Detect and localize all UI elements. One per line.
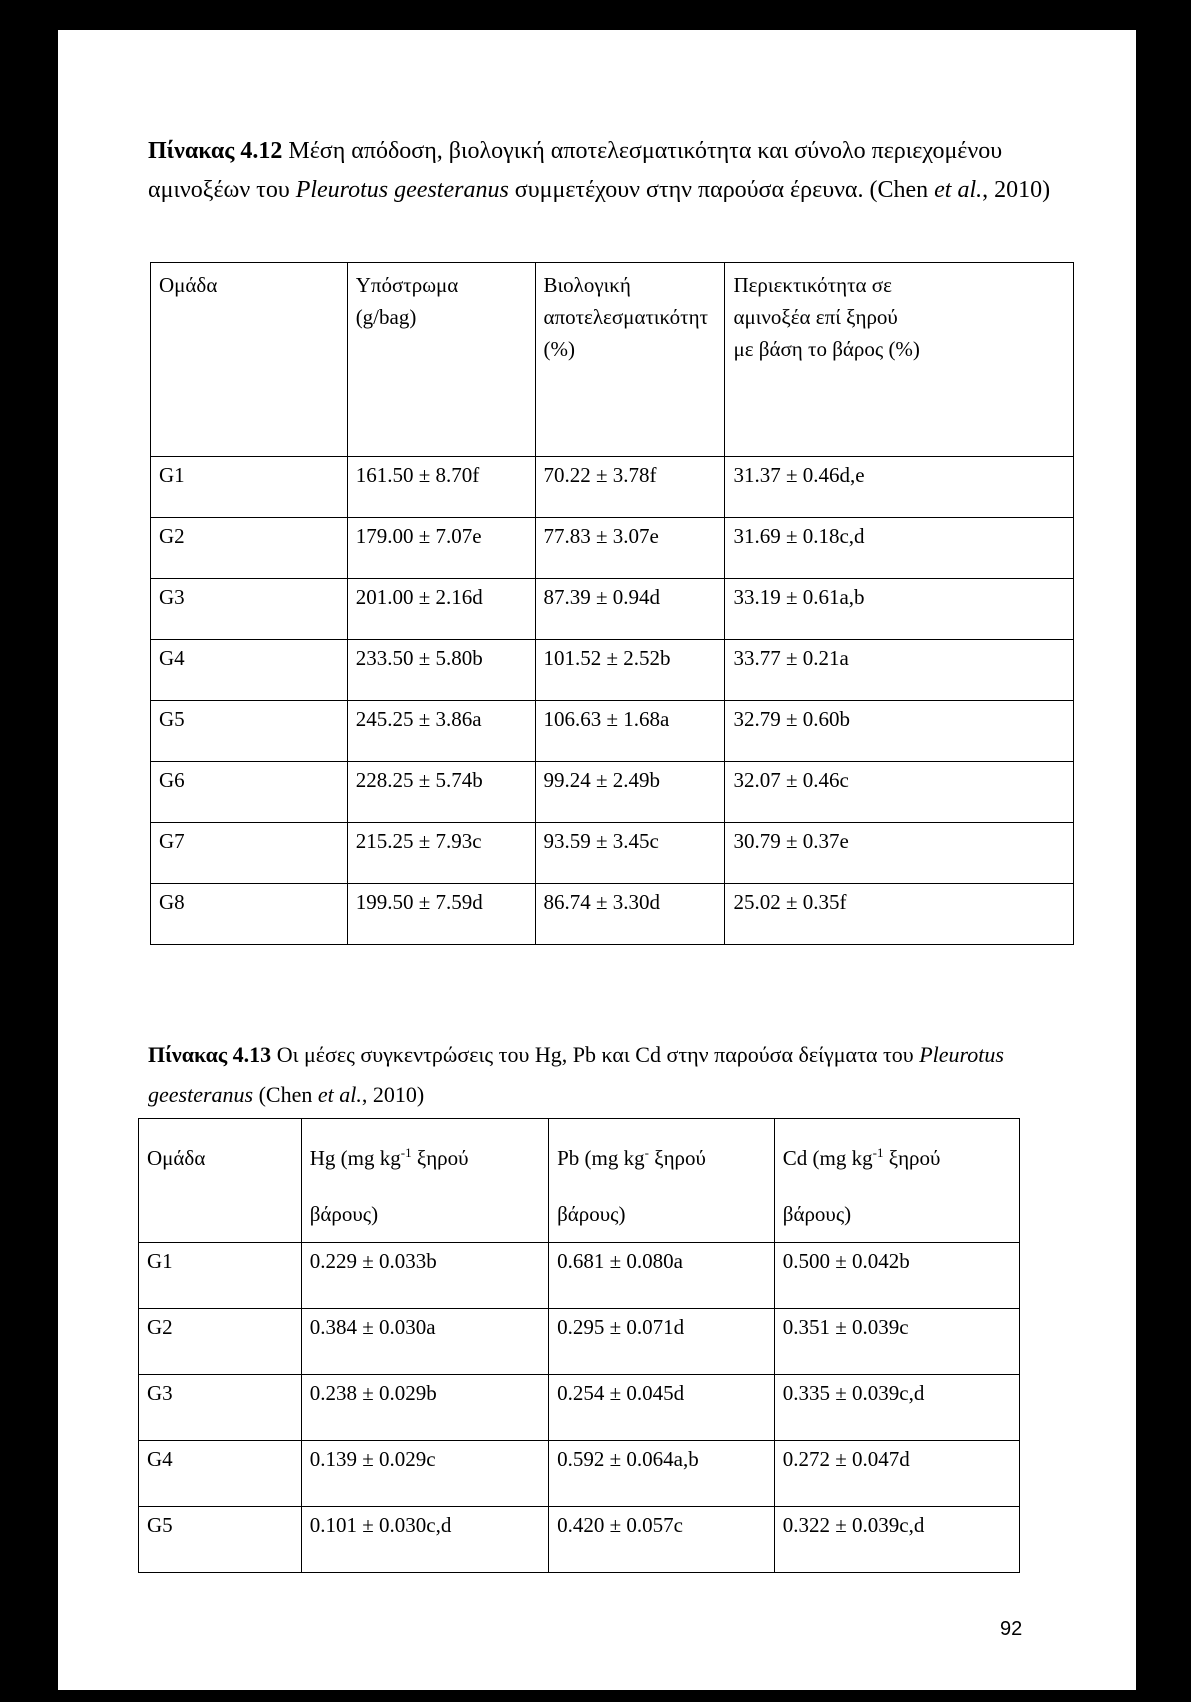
table-row (151, 701, 1074, 762)
table-cell: G3 (139, 1375, 302, 1441)
table-cell: G8 (151, 884, 348, 945)
table-cell: 161.50 ± 8.70f (347, 457, 535, 518)
table-cell: 0.272 ± 0.047d (774, 1441, 1019, 1507)
header-line: βάρους) (782, 1202, 852, 1226)
table-cell: G3 (151, 579, 348, 640)
table-cell: 0.139 ± 0.029c (301, 1441, 548, 1507)
header-line: Βιολογική (543, 273, 631, 297)
table-cell: 86.74 ± 3.30d (535, 884, 725, 945)
table-cell: 33.77 ± 0.21a (725, 640, 1074, 701)
table-cell: 101.52 ± 2.52b (535, 640, 725, 701)
table-cell: 179.00 ± 7.07e (347, 518, 535, 579)
header-line: βάρους) (557, 1202, 626, 1226)
table-cell: 77.83 ± 3.07e (535, 518, 725, 579)
table-row (151, 457, 1074, 518)
header-cell (347, 263, 535, 457)
table-4-13 (138, 1118, 1020, 1573)
table-cell: 32.07 ± 0.46c (725, 762, 1074, 823)
table-cell: 0.335 ± 0.039c,d (774, 1375, 1019, 1441)
table-4-12 (150, 262, 1074, 945)
table-row (139, 1375, 1020, 1441)
table-row (139, 1309, 1020, 1375)
table-caption-4-12: Πίνακας 4.12 Μέση απόδοση, βιολογική αποτελεσματικότητα και σύνολο περιεχομένου αμινοξέων του Pleurotus geesteranus συμμετέχουν στην παρούσα έρευνα. (Chen et al., 2010) (148, 138, 1051, 203)
table-cell: G1 (151, 457, 348, 518)
table-cell: 0.295 ± 0.071d (549, 1309, 775, 1375)
header-line: Υπόστρωμα (355, 273, 459, 297)
table-cell: G2 (139, 1309, 302, 1375)
table-cell: G7 (151, 823, 348, 884)
header-cell (535, 263, 725, 457)
table-cell: 0.254 ± 0.045d (549, 1375, 775, 1441)
table-cell: G1 (139, 1243, 302, 1309)
table-cell: 99.24 ± 2.49b (535, 762, 725, 823)
table-cell: G2 (151, 518, 348, 579)
table-cell: 199.50 ± 7.59d (347, 884, 535, 945)
header-line: Cd (mg $kg^{-1}$ ξηρού (782, 1145, 941, 1170)
header-cell (774, 1119, 1019, 1243)
table-cell: G4 (151, 640, 348, 701)
document-page (58, 30, 1136, 1690)
table-cell: 201.00 ± 2.16d (347, 579, 535, 640)
header-line: με βάση το βάρος (%) (733, 337, 920, 361)
header-cell (139, 1119, 302, 1243)
header-line: Hg (mg $kg^{-1}$ ξηρού (309, 1145, 469, 1170)
table-cell: G5 (139, 1507, 302, 1573)
table-cell: 0.384 ± 0.030a (301, 1309, 548, 1375)
table-cell: 33.19 ± 0.61a,b (725, 579, 1074, 640)
table-cell: 31.69 ± 0.18c,d (725, 518, 1074, 579)
table-cell: 245.25 ± 3.86a (347, 701, 535, 762)
header-line: (g/bag) (355, 305, 417, 329)
table-header-row (139, 1119, 1020, 1243)
header-line: αποτελεσματικότητ (543, 305, 709, 329)
table-row (151, 518, 1074, 579)
table-cell: 0.592 ± 0.064a,b (549, 1441, 775, 1507)
table-cell: 70.22 ± 3.78f (535, 457, 725, 518)
table-cell: 87.39 ± 0.94d (535, 579, 725, 640)
table-cell: 93.59 ± 3.45c (535, 823, 725, 884)
header-line: Ομάδα (147, 1146, 206, 1170)
header-line: Ομάδα (159, 273, 218, 297)
table-cell: 215.25 ± 7.93c (347, 823, 535, 884)
table-cell: G5 (151, 701, 348, 762)
table-cell: 0.500 ± 0.042b (774, 1243, 1019, 1309)
table-cell: 233.50 ± 5.80b (347, 640, 535, 701)
header-line: βάρους) (309, 1202, 379, 1226)
table-row (151, 823, 1074, 884)
header-cell (301, 1119, 548, 1243)
table-row (151, 884, 1074, 945)
page-number: 92 (1000, 1618, 1023, 1640)
table-row (151, 579, 1074, 640)
table-cell: 0.238 ± 0.029b (301, 1375, 548, 1441)
table-cell: 0.420 ± 0.057c (549, 1507, 775, 1573)
table-row (139, 1243, 1020, 1309)
table-cell: 31.37 ± 0.46d,e (725, 457, 1074, 518)
table-header-row (151, 263, 1074, 457)
table-cell: 0.681 ± 0.080a (549, 1243, 775, 1309)
header-line: Περιεκτικότητα σε (733, 273, 892, 297)
header-line: Pb (mg kg- ξηρού (557, 1145, 706, 1170)
header-cell (549, 1119, 775, 1243)
table-row (139, 1507, 1020, 1573)
header-cell (151, 263, 348, 457)
table-cell: 0.351 ± 0.039c (774, 1309, 1019, 1375)
table-cell: 32.79 ± 0.60b (725, 701, 1074, 762)
table-cell: 0.322 ± 0.039c,d (774, 1507, 1019, 1573)
table-cell: 30.79 ± 0.37e (725, 823, 1074, 884)
table-cell: G4 (139, 1441, 302, 1507)
table-caption-4-13: Πίνακας 4.13 Οι μέσες συγκεντρώσεις του Hg, Pb και Cd στην παρούσα δείγματα του Pleurotus geesteranus (Chen et al., 2010) (148, 1042, 1004, 1107)
header-line: αμινοξέα επί ξηρού (733, 305, 898, 329)
table-cell: 0.101 ± 0.030c,d (301, 1507, 548, 1573)
table-row (139, 1441, 1020, 1507)
table-cell: 0.229 ± 0.033b (301, 1243, 548, 1309)
table-row (151, 640, 1074, 701)
table-cell: 106.63 ± 1.68a (535, 701, 725, 762)
header-line: (%) (543, 337, 575, 361)
header-cell (725, 263, 1074, 457)
table-cell: 228.25 ± 5.74b (347, 762, 535, 823)
table-cell: G6 (151, 762, 348, 823)
table-cell: 25.02 ± 0.35f (725, 884, 1074, 945)
table-row (151, 762, 1074, 823)
